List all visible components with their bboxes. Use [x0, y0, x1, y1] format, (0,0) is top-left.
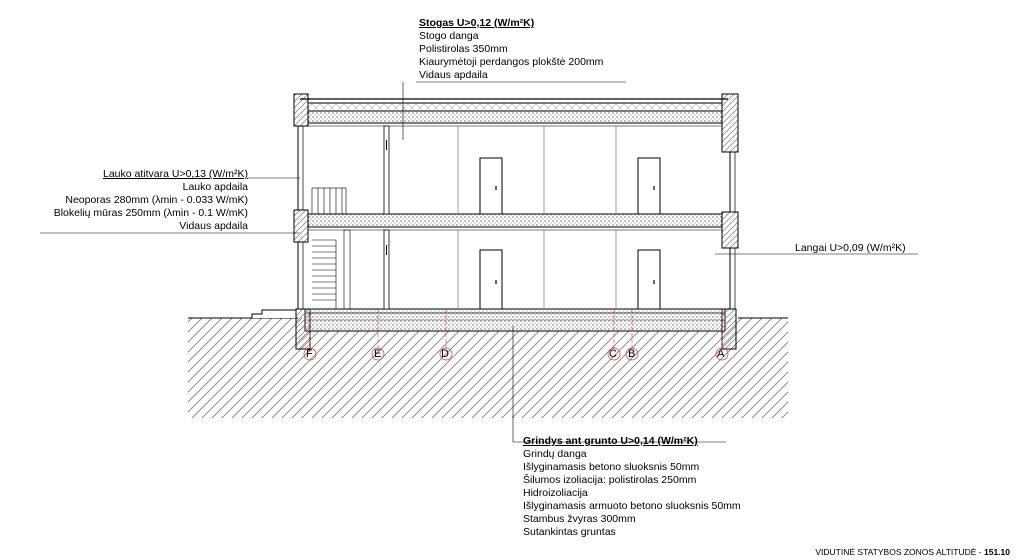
axis-label: D — [441, 348, 449, 360]
roof-slab — [300, 99, 728, 123]
wall-layer: Lauko apdaila — [182, 181, 248, 193]
wall-layer: Blokelių mūras 250mm (λmin - 0.1 W/mK) — [53, 207, 248, 219]
axis-label: B — [628, 348, 636, 360]
intermediate-slab — [308, 214, 722, 227]
roof-title: Stogas U>0,12 (W/m²K) — [419, 17, 535, 29]
floor-layer: Sutankintas gruntas — [523, 526, 616, 538]
floor-layer: Grindų danga — [523, 448, 587, 460]
floor-title: Grindys ant grunto U>0,14 (W/m²K) — [523, 435, 698, 447]
floor-layer: Šilumos izoliacija: polistirolas 250mm — [523, 474, 697, 486]
floor-layer: Hidroizoliacija — [523, 487, 588, 499]
roof-annotation — [419, 17, 603, 82]
altitude-footer — [815, 547, 1010, 557]
roof-layer: Kiaurymėtoji perdangos plokštė 200mm — [419, 56, 604, 68]
doors — [480, 158, 660, 309]
ground-floor-slab — [305, 309, 725, 331]
axis-label: E — [374, 348, 382, 360]
axis-label: F — [306, 348, 313, 360]
wall-title: Lauko atitvara U>0,13 (W/m²K) — [102, 168, 248, 180]
altitude-label: VIDUTINĖ STATYBOS ZONOS ALTITUDĖ - — [815, 547, 982, 557]
roof-layer: Stogo danga — [419, 30, 479, 42]
exterior-wall-right — [722, 94, 738, 349]
axis-label: C — [609, 348, 617, 360]
floor-layer: Išlyginamasis betono sluoksnis 50mm — [523, 461, 700, 473]
roof-layer: Vidaus apdaila — [419, 69, 488, 81]
wall-annotation — [20, 168, 248, 233]
staircase — [312, 188, 350, 309]
floor-annotation — [523, 435, 741, 539]
roof-layer: Polistirolas 350mm — [419, 43, 508, 55]
altitude-value: 151.10 — [984, 547, 1010, 557]
wall-layer: Neoporas 280mm (λmin - 0.033 W/mK) — [65, 194, 248, 206]
floor-layer: Išlyginamasis armuoto betono sluoksnis 50mm — [523, 500, 741, 512]
windows-annotation: Langai U>0,09 (W/m²K) — [795, 242, 906, 254]
wall-layer: Vidaus apdaila — [179, 220, 248, 232]
axis-label: A — [717, 348, 725, 360]
floor-layer: Stambus žvyras 300mm — [523, 513, 636, 525]
